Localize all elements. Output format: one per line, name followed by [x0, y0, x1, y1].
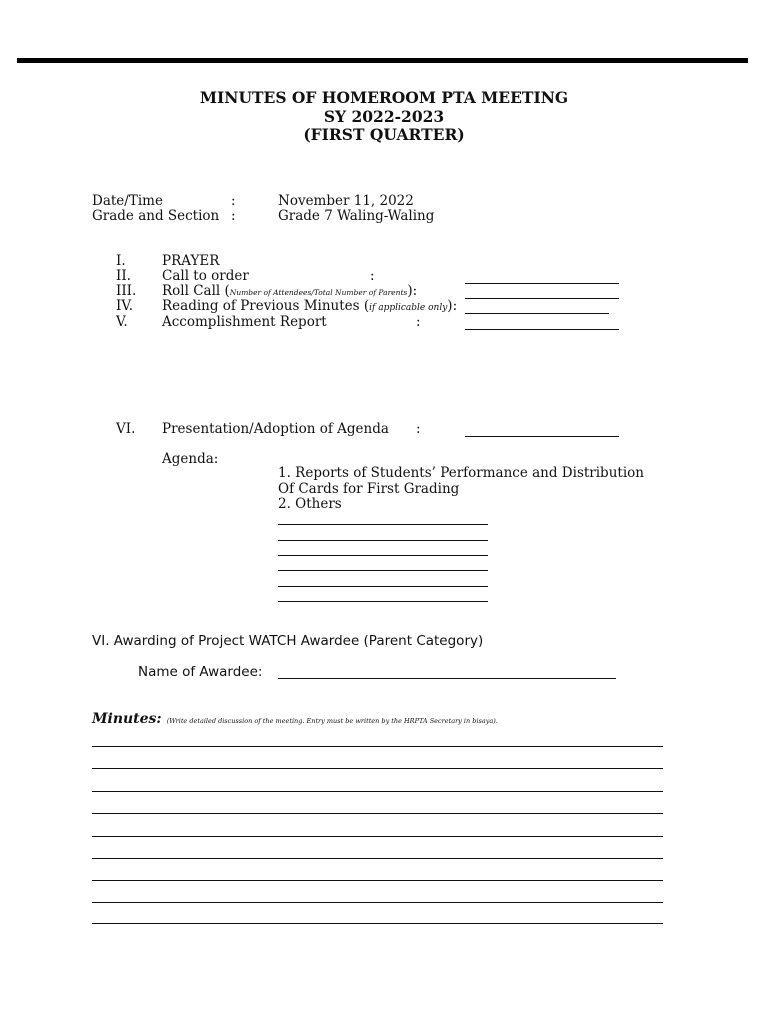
agenda-blank-line[interactable]	[278, 586, 488, 587]
school-year: SY 2022-2023	[323, 107, 445, 126]
date-label: Date/Time	[92, 193, 163, 209]
item-previous-minutes	[162, 298, 457, 314]
awardee-name-blank[interactable]	[278, 678, 616, 679]
minutes-label: Minutes:	[92, 711, 162, 727]
previous-minutes-note: if applicable only	[369, 303, 448, 313]
top-rule	[17, 58, 748, 63]
agenda-label: Agenda:	[162, 451, 219, 467]
item-number: VI.	[116, 421, 136, 437]
date-colon: :	[231, 193, 236, 209]
item-colon: :	[416, 314, 421, 330]
roll-call-blank[interactable]	[465, 298, 619, 299]
awardee-name-label: Name of Awardee:	[138, 664, 263, 680]
accomplishment-report-blank[interactable]	[465, 329, 619, 330]
previous-minutes-label: Reading of Previous Minutes (	[162, 298, 370, 314]
previous-minutes-blank[interactable]	[465, 313, 609, 314]
document-title: MINUTES OF HOMEROOM PTA MEETING	[199, 88, 569, 107]
item-roll-call	[162, 283, 417, 299]
item-number: III.	[116, 283, 137, 299]
minutes-blank-line[interactable]	[92, 836, 663, 837]
minutes-heading	[92, 708, 498, 727]
minutes-blank-line[interactable]	[92, 858, 663, 859]
agenda-line: Of Cards for First Grading	[278, 481, 460, 497]
roll-call-tail: ):	[407, 283, 418, 299]
minutes-blank-line[interactable]	[92, 768, 663, 769]
minutes-blank-line[interactable]	[92, 902, 663, 903]
item-number: IV.	[116, 298, 134, 314]
minutes-blank-line[interactable]	[92, 746, 663, 747]
call-to-order-blank[interactable]	[465, 283, 619, 284]
agenda-adoption-blank[interactable]	[465, 436, 619, 437]
previous-minutes-tail: ):	[447, 298, 458, 314]
agenda-blank-line[interactable]	[278, 570, 488, 571]
item-number: V.	[116, 314, 128, 330]
item-agenda-adoption: Presentation/Adoption of Agenda	[162, 421, 389, 437]
grade-label: Grade and Section	[92, 208, 220, 224]
item-number: I.	[116, 253, 126, 269]
minutes-blank-line[interactable]	[92, 791, 663, 792]
item-number: II.	[116, 268, 131, 284]
agenda-blank-line[interactable]	[278, 524, 488, 525]
quarter: (FIRST QUARTER)	[303, 125, 465, 144]
grade-value: Grade 7 Waling-Waling	[278, 208, 435, 224]
item-colon: :	[416, 421, 421, 437]
minutes-blank-line[interactable]	[92, 923, 663, 924]
award-heading: VI. Awarding of Project WATCH Awardee (Parent Category)	[92, 633, 484, 649]
grade-colon: :	[231, 208, 236, 224]
item-prayer: PRAYER	[162, 253, 220, 269]
agenda-blank-line[interactable]	[278, 540, 488, 541]
minutes-blank-line[interactable]	[92, 880, 663, 881]
minutes-note: (Write detailed discussion of the meeting. Entry must be written by the HRPTA Secretary in bisaya).	[166, 717, 498, 725]
date-value: November 11, 2022	[278, 193, 414, 209]
minutes-blank-line[interactable]	[92, 813, 663, 814]
agenda-line: 1. Reports of Students’ Performance and Distribution	[278, 465, 644, 481]
agenda-blank-line[interactable]	[278, 601, 488, 602]
agenda-line: 2. Others	[278, 496, 342, 512]
roll-call-label: Roll Call (	[162, 283, 230, 299]
item-colon: :	[370, 268, 375, 284]
item-accomplishment-report: Accomplishment Report	[162, 314, 327, 330]
agenda-blank-line[interactable]	[278, 555, 488, 556]
roll-call-note: Number of Attendees/Total Number of Parents	[229, 288, 408, 297]
item-call-to-order: Call to order	[162, 268, 249, 284]
